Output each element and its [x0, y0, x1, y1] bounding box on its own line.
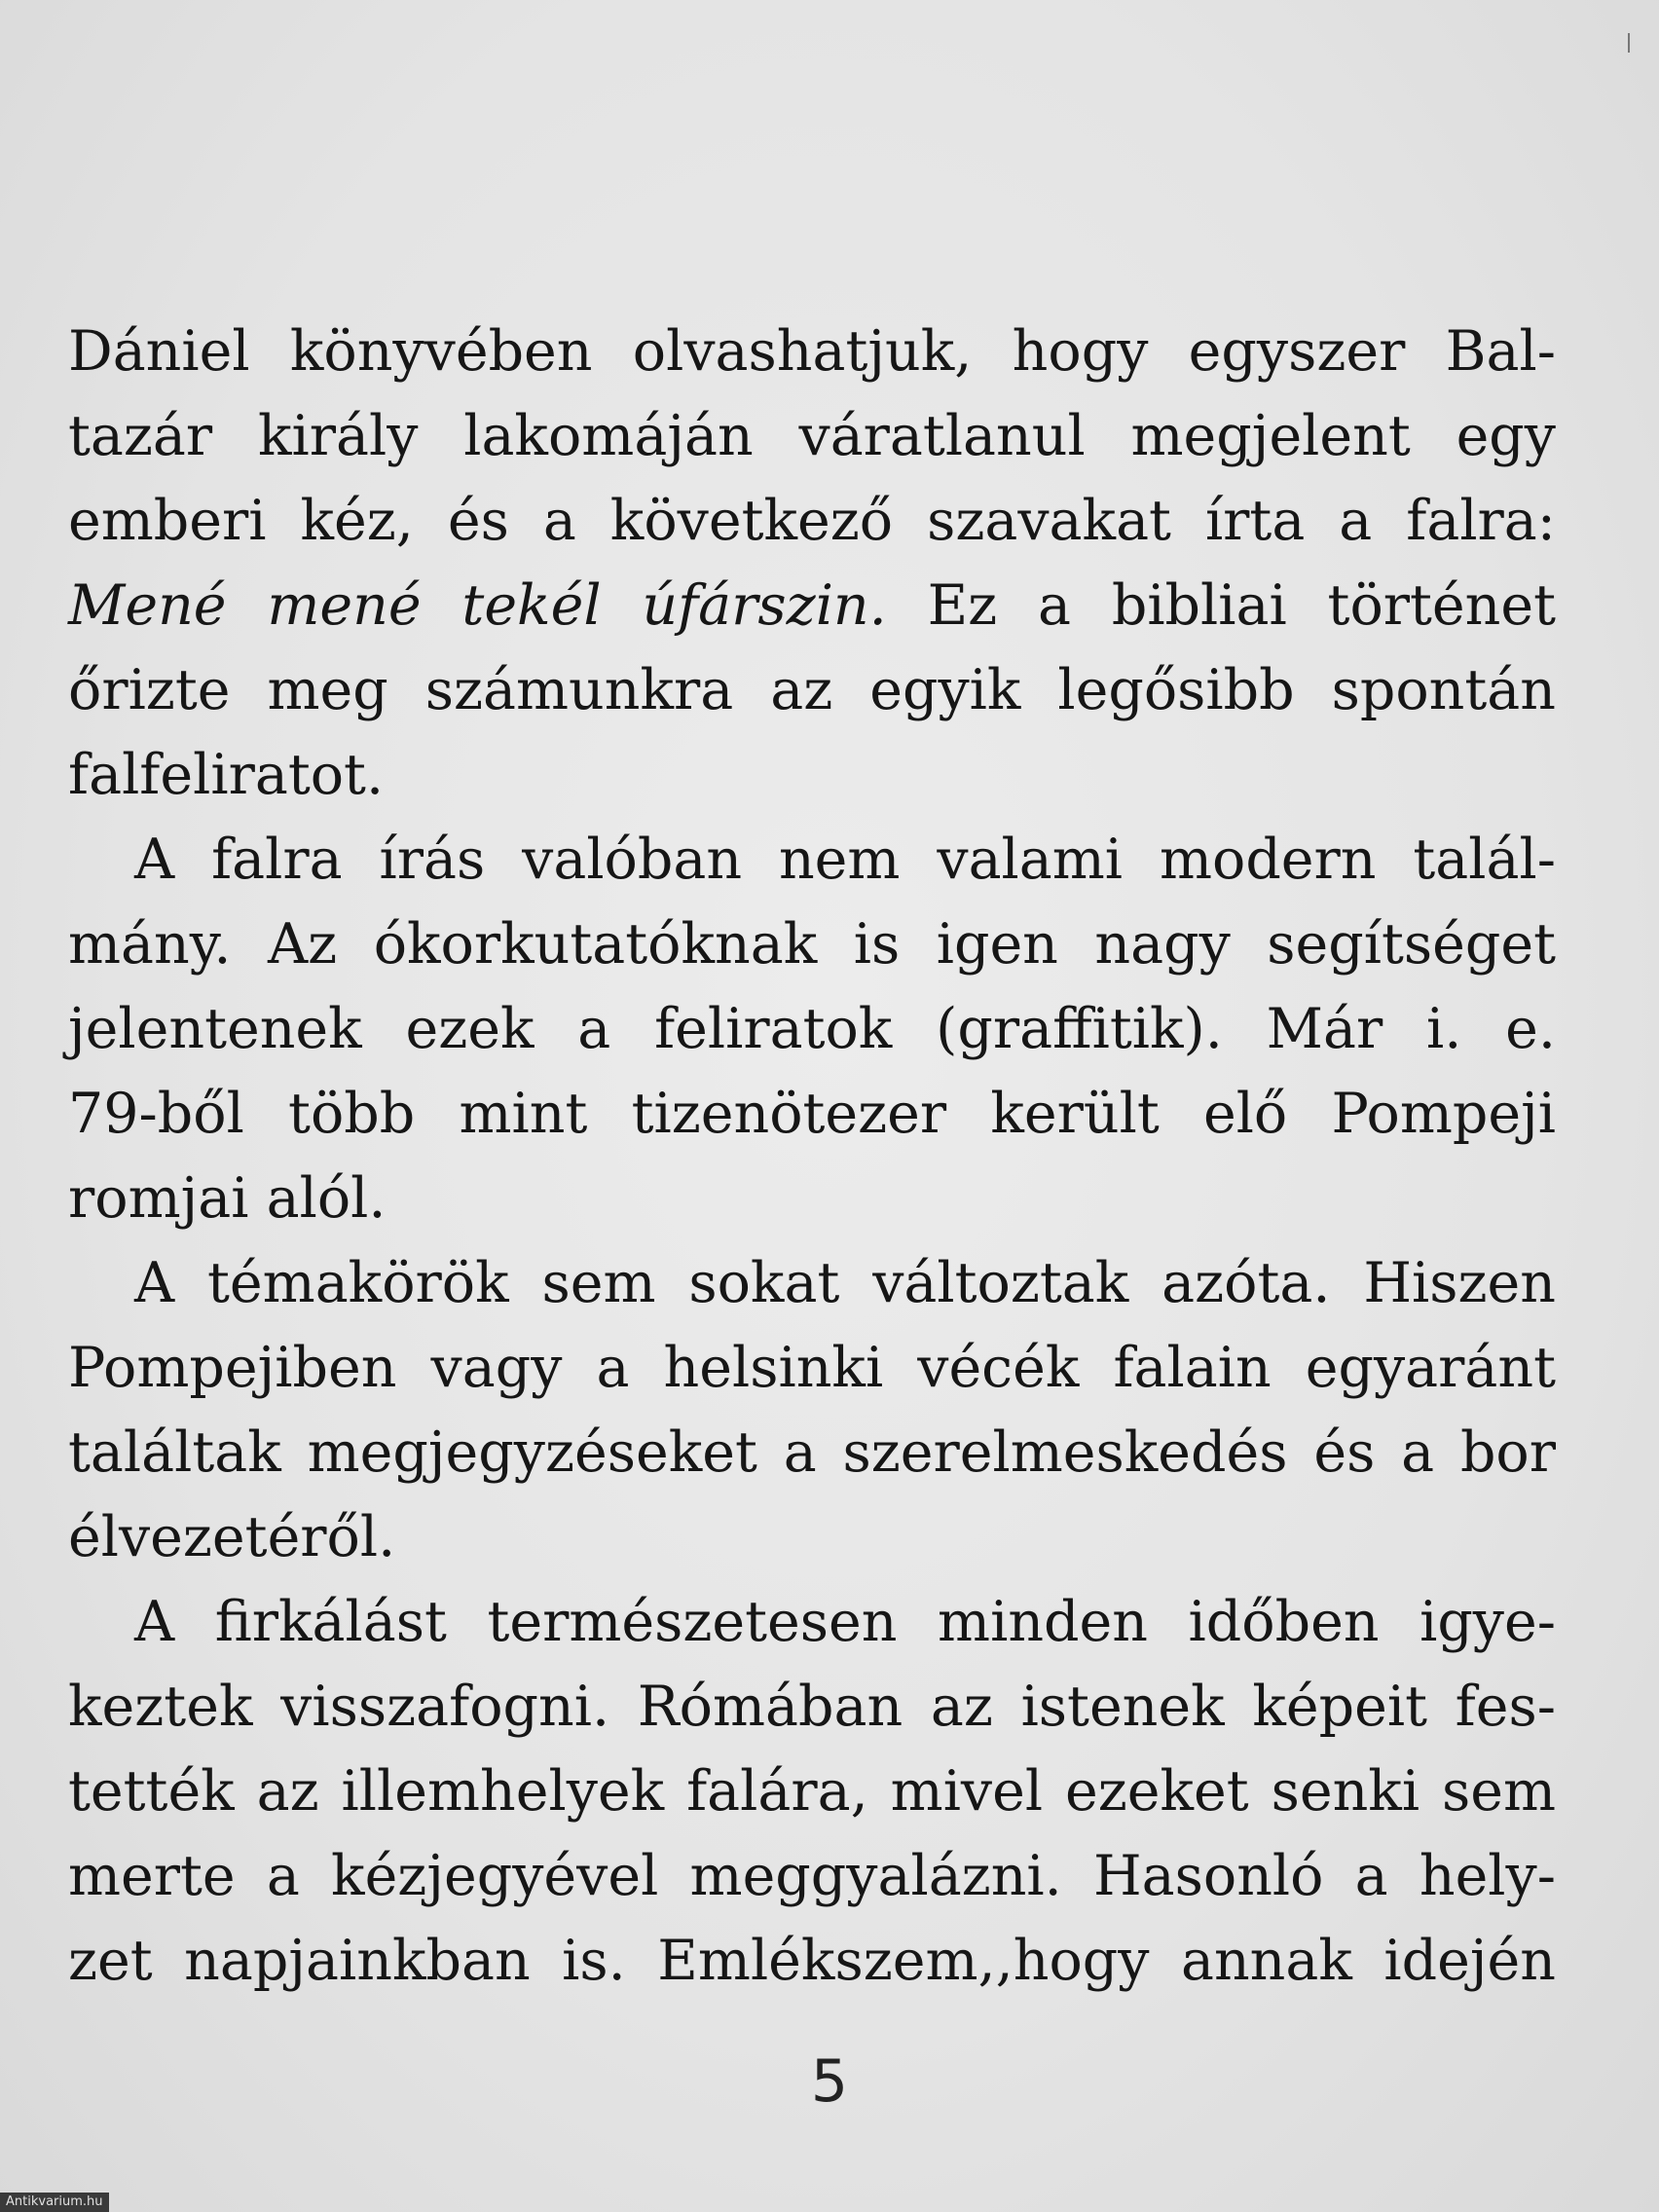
text-line: A falra írás valóban nem valami modern talál- [134, 828, 1556, 892]
text-line [68, 564, 1556, 648]
text-line: A firkálást természetesen minden időben igye- [134, 1590, 1556, 1654]
watermark: Antikvarium.hu [0, 2193, 109, 2212]
text-line: tették az illemhelyek falára, mivel ezeket senki sem [68, 1759, 1556, 1824]
text-line: élvezetéről. [68, 1505, 396, 1569]
text-line: merte a kézjegyével meggyalázni. Hasonló a hely- [68, 1844, 1556, 1908]
text-line: A témakörök sem sokat változtak azóta. Hiszen [134, 1251, 1556, 1315]
text-line: keztek visszafogni. Rómában az istenek képeit fes- [68, 1675, 1556, 1739]
text-line: falfeliratot. [68, 743, 385, 807]
text-line: 79-ből több mint tizenötezer került elő Pompeji [68, 1082, 1556, 1146]
text-line: romjai alól. [68, 1166, 387, 1231]
page-number: 5 [810, 2047, 849, 2116]
text-line: mány. Az ókorkutatóknak is igen nagy segítséget [68, 912, 1556, 977]
text-line: találtak megjegyzéseket a szerelmeskedés és a bor [68, 1420, 1556, 1485]
text-line-rest: Ez a bibliai történet [886, 573, 1556, 638]
text-line: őrizte meg számunkra az egyik legősibb spontán [68, 658, 1556, 722]
biblical-quote: Mené mené tekél úfárszin. [68, 573, 887, 638]
text-line: jelentenek ezek a feliratok (graffitik). Már i. e. [68, 997, 1556, 1061]
corner-scan-mark [1628, 33, 1630, 53]
body-text [68, 310, 1556, 2004]
text-line: Dániel könyvében olvashatjuk, hogy egyszer Bal- [68, 319, 1556, 384]
text-line: emberi kéz, és a következő szavakat írta a falra: [68, 489, 1556, 553]
text-line: Pompejiben vagy a helsinki vécék falain egyaránt [68, 1336, 1556, 1400]
text-line: zet napjainkban is. Emlékszem,,hogy annak idején [68, 1929, 1556, 1993]
text-line: tazár király lakomáján váratlanul megjelent egy [68, 404, 1556, 468]
